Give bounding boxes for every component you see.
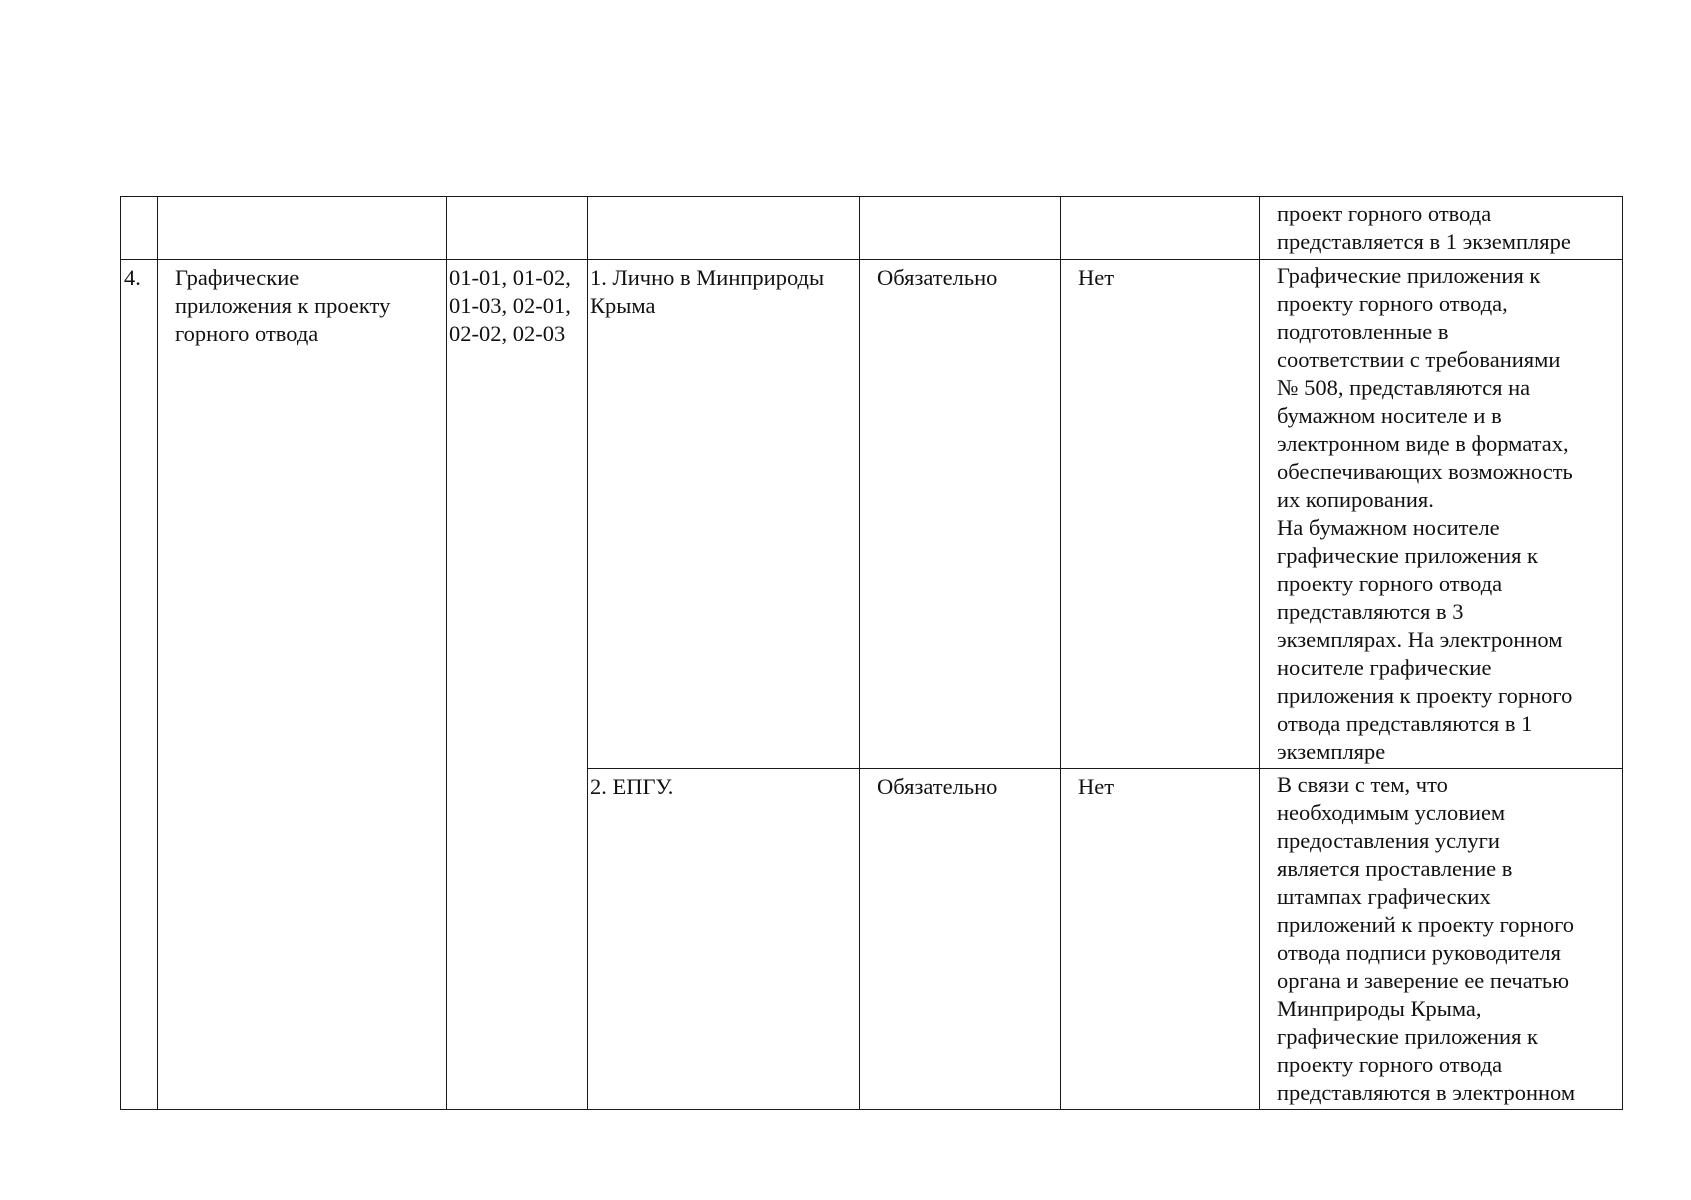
required-2-text: Обязательно — [877, 774, 998, 799]
cell-note-1 — [1260, 260, 1623, 769]
cell-note-continuation — [1260, 197, 1623, 260]
cell-required-empty — [860, 197, 1061, 260]
table-row-4 — [121, 260, 1623, 769]
note-1-text: Графические приложения к проекту горного отвода, подготовленные в соответствии с требованиями № 508, представляются на бумажном носителе и в электронном виде в форматах, обеспечивающих возможность их копирования. На бумажном носителе графические приложения к проекту горного отвода представляются в 3 экземплярах. На электронном носителе графические приложения к проекту горного отвода представляются в 1 экземпляре — [1277, 263, 1573, 764]
document-name-text: Графические приложения к проекту горного отвода — [175, 265, 391, 346]
document-table — [120, 196, 1623, 1110]
required-1-text: Обязательно — [877, 265, 998, 290]
method-1-text: 1. Лично в Минприроды Крыма — [590, 265, 825, 318]
cell-required-1 — [860, 260, 1061, 769]
cell-codes-empty — [447, 197, 588, 260]
cell-number-empty — [121, 197, 158, 260]
cell-row-number — [121, 260, 158, 1110]
cell-method-empty — [588, 197, 860, 260]
cell-document-name — [158, 260, 447, 1110]
method-2-text: 2. ЕПГУ. — [590, 774, 674, 799]
cell-codes — [447, 260, 588, 1110]
cell-method-1 — [588, 260, 860, 769]
need-1-text: Нет — [1078, 265, 1115, 290]
codes-text: 01-01, 01-02, 01-03, 02-01, 02-02, 02-03 — [449, 265, 571, 346]
table-row-continuation — [121, 197, 1623, 260]
note-continuation-text: проект горного отвода представляется в 1 экземпляре — [1277, 201, 1571, 254]
note-2-text: В связи с тем, что необходимым условием предоставления услуги является проставление в штампах графических приложений к проекту горного отвода подписи руководителя органа и заверение ее печатью Минприроды Крыма, графические приложения к проекту горного отвода представляются в электронном — [1277, 772, 1576, 1105]
cell-required-2 — [860, 769, 1061, 1110]
cell-note-2 — [1260, 769, 1623, 1110]
cell-need-1 — [1061, 260, 1260, 769]
cell-need-2 — [1061, 769, 1260, 1110]
row-number-text: 4. — [124, 265, 141, 290]
cell-name-empty — [158, 197, 447, 260]
cell-method-2 — [588, 769, 860, 1110]
cell-need-empty — [1061, 197, 1260, 260]
need-2-text: Нет — [1078, 774, 1115, 799]
